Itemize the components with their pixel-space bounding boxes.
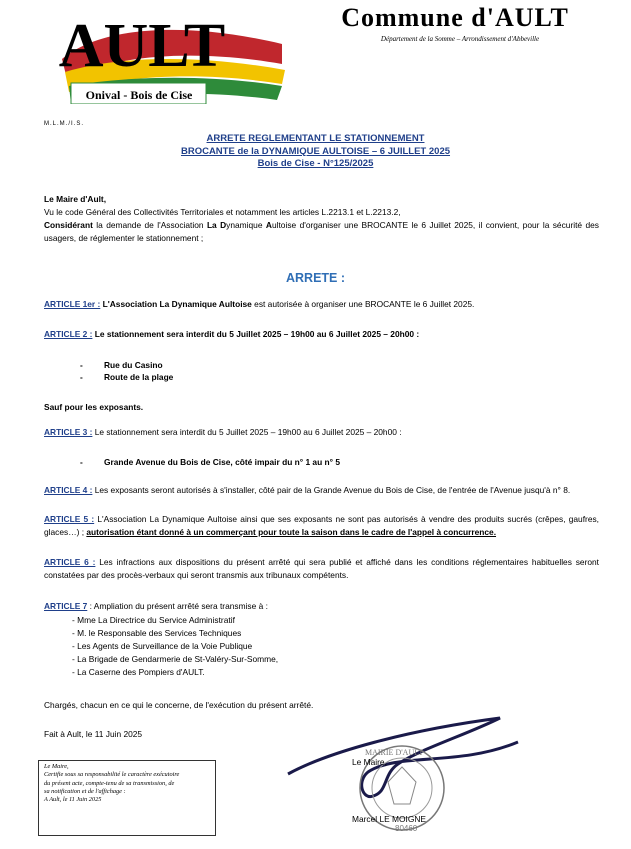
article-2: ARTICLE 2 : Le stationnement sera interdit du 5 Juillet 2025 – 19h00 au 6 Juillet 2025 – 20h00 : [44,329,420,339]
article-7-label: ARTICLE 7 [44,601,88,611]
article-7: ARTICLE 7 : Ampliation du présent arrêté sera transmise à : [44,601,268,611]
intro-vu: Vu le code Général des Collectivités Territoriales et notamment les articles L.2213.1 et L.2213.2, [44,207,401,217]
article-2-list [104,359,173,383]
article-5: ARTICLE 5 : L'Association La Dynamique Aultoise ainsi que ses exposants ne sont pas autorisés à vendre des produits sucrés (crêpes, gaufres, glaces…) ; autorisation étant donné à un commerçant pour toute la saison dans le cadre de l'appel à concurrence. [44,514,599,537]
logo-wordmark: AULT [58,12,226,80]
seal-top-text: MAIRIE D'AULT [365,748,424,757]
decree-title-3: Bois de Cise - N°125/2025 [257,158,374,169]
article-3-label: ARTICLE 3 : [44,427,93,437]
article-3-list [104,456,340,468]
list-item: - Rue du Casino [104,359,173,371]
article-4-label: ARTICLE 4 : [44,485,93,495]
article-5-label: ARTICLE 5 : [44,514,95,524]
article-2-label: ARTICLE 2 : [44,329,93,339]
article-3: ARTICLE 3 : Le stationnement sera interdit du 5 Juillet 2025 – 19h00 au 6 Juillet 2025 – 20h00 : [44,427,402,437]
commune-title: Commune d'AULT [341,3,569,32]
list-item: - Grande Avenue du Bois de Cise, côté impair du n° 1 au n° 5 [104,456,340,468]
article-2-exception: Sauf pour les exposants. [44,402,144,412]
certification-text: Le Maire, Certifie sous sa responsabilité le caractère exécutoire du présent acte, compte-tenu de sa transmission, de sa notification et de l'affichage : A Ault, le 11 Juin 2025 [44,763,180,804]
reference-initials: M.L.M./I.S. [44,121,85,127]
article-1: ARTICLE 1er : L'Association La Dynamique Aultoise est autorisée à organiser une BROCANTE le 6 Juillet 2025. [44,299,475,309]
signature-name: Marcel LE MOIGNE [352,814,426,824]
list-item: - Mme La Directrice du Service Administratif [72,615,235,625]
list-item: - M. le Responsable des Services Techniques [72,628,242,638]
fait-a-line: Fait à Ault, le 11 Juin 2025 [44,729,143,739]
logo-subtitle: Onival - Bois de Cise [85,88,193,102]
closing-line: Chargés, chacun en ce qui le concerne, de l'exécution du présent arrêté. [44,700,314,710]
signature-title: Le Maire, [352,757,387,767]
arrete-heading: ARRETE : [285,271,346,285]
list-item: - La Brigade de Gendarmerie de St-Valéry-Sur-Somme, [72,654,279,664]
article-6-label: ARTICLE 6 : [44,557,96,567]
decree-title-2: BROCANTE de la DYNAMIQUE AULTOISE – 6 JUILLET 2025 [180,145,451,157]
decree-title-block [0,133,631,171]
department-line: Département de la Somme – Arrondissement d'Abbeville [380,35,540,43]
list-item: - La Caserne des Pompiers d'AULT. [72,667,205,677]
article-7-recipients [72,614,278,679]
article-4: ARTICLE 4 : Les exposants seront autorisés à s'installer, côté pair de la Grande Avenue du Bois de Cise, de l'entrée de l'Avenue jusqu'à n° 8. [44,485,571,495]
commune-logo [57,4,290,104]
list-item: - Les Agents de Surveillance de la Voie Publique [72,641,253,651]
list-item: - Route de la plage [104,371,173,383]
article-6: ARTICLE 6 : Les infractions aux dispositions du présent arrêté qui sera publié et affiché dans les conditions réglementaires habituelles seront constatées par des procès-verbaux qui seront transmis aux tribunaux compétents. [44,557,600,580]
decree-title-1: ARRETE REGLEMENTANT LE STATIONNEMENT [206,133,425,144]
intro-maire: Le Maire d'Ault, [44,194,107,204]
seal-postcode: 80460 [395,824,418,833]
intro-considerant: Considérant la demande de l'Association La Dynamique Aultoise d'organiser une BROCANTE le 6 Juillet 2025, il convient, pour la sécurité des usagers, de réglementer le stationnement ; [44,220,599,243]
article-1-label: ARTICLE 1er : [44,299,101,309]
